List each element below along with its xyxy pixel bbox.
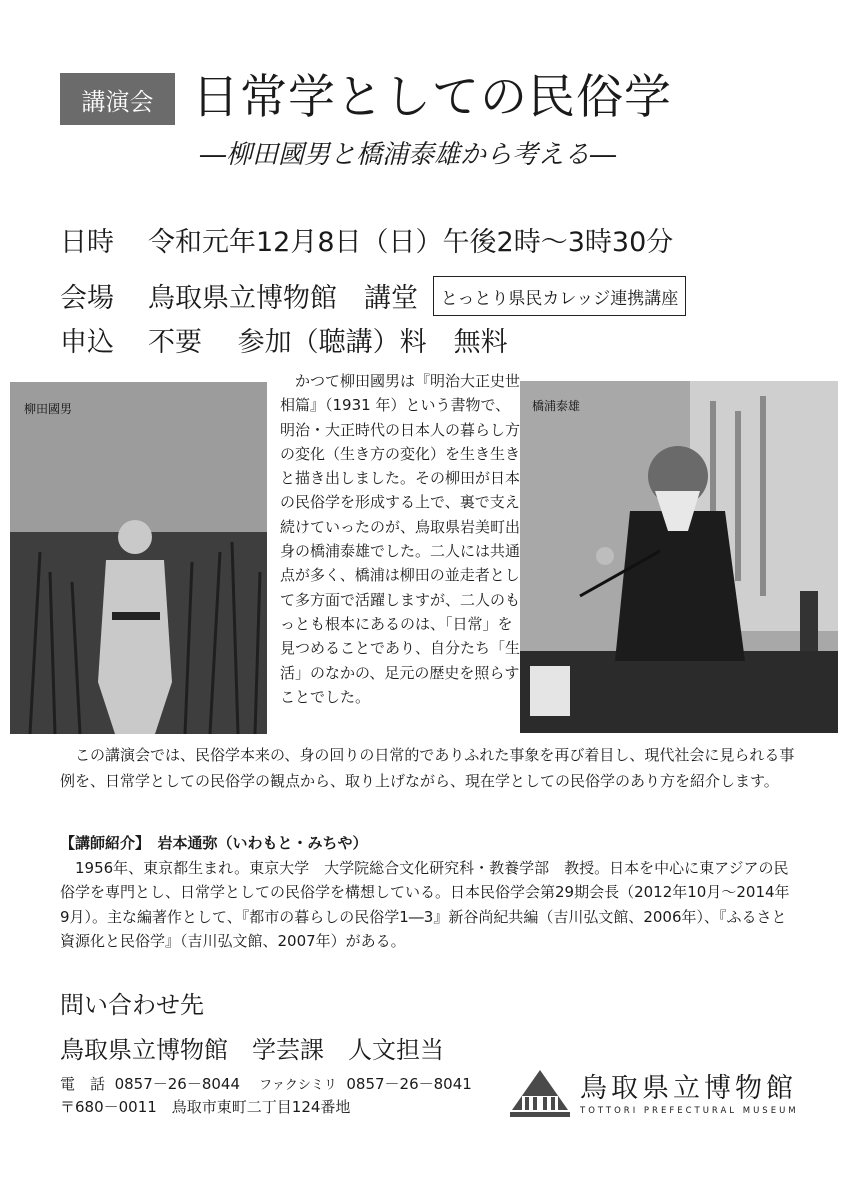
lecturer-section <box>60 831 795 954</box>
yanagita-photo-image <box>10 382 267 734</box>
lecturer-bio: 1956年、東京都生まれ。東京大学 大学院総合文化研究科・教養学部 教授。日本を中心に東アジアの民俗学を専門とし、日常学としての民俗学を構想している。日本民俗学会第29期会長（2012年10月～2014年9月）。主な編著作として、『都市の暮らしの民俗学1―3』新谷尚紀共編（吉川弘文館、2006年）、『ふるさと資源化と民俗学』（吉川弘文館、2007年）がある。 <box>60 858 790 950</box>
description <box>60 742 795 794</box>
intro-paragraph: かつて柳田國男は『明治大正史世相篇』（1931 年）という書物で、明治・大正時代の日本人の暮らし方の変化（生き方の変化）を生き生きと描き出しました。その柳田が日本の民俗学を形成する上で、裏で支え続けていったのが、鳥取県岩美町出身の橋浦泰雄でした。二人には共通点が多く、橋浦は柳田の並走者として多方面で活躍しますが、二人のもっとも根本にあるのは、「日常」を見つめることであり、自分たち「生活」のなかの、足元の歴史を照らすことでした。 <box>280 372 521 706</box>
lecturer-heading: 【講師紹介】 岩本通弥（いわもと・みちや） <box>60 834 368 852</box>
date-row <box>60 220 673 259</box>
contact-phone-line <box>60 1073 472 1094</box>
museum-building-icon <box>508 1066 572 1124</box>
museum-logo-name: 鳥取県立博物館 <box>580 1073 797 1104</box>
apply-value: 不要 参加（聴講）料 無料 <box>148 327 508 358</box>
contact-organization: 鳥取県立博物館 学芸課 人文担当 <box>60 1036 444 1064</box>
collab-badge: とっとり県民カレッジ連携講座 <box>433 276 686 316</box>
contact-address: 〒680－0011 鳥取市東町二丁目124番地 <box>60 1098 351 1116</box>
page-title: 日常学としての民俗学 <box>192 70 672 125</box>
hashiura-photo <box>520 381 838 733</box>
apply-row <box>60 320 508 359</box>
museum-logo-english: TOTTORI PREFECTURAL MUSEUM <box>580 1106 799 1116</box>
yanagita-photo <box>10 382 267 734</box>
apply-label: 申込 <box>60 327 114 358</box>
fax-label: ファクシミリ <box>259 1078 337 1093</box>
venue-row <box>60 276 418 315</box>
tel-number[interactable]: 0857－26－8044 <box>114 1075 240 1093</box>
tel-label: 電 話 <box>60 1075 106 1093</box>
fax-number: 0857－26－8041 <box>346 1075 472 1093</box>
venue-value: 鳥取県立博物館 講堂 <box>148 283 418 314</box>
date-label: 日時 <box>60 227 114 258</box>
museum-logo <box>508 1066 808 1124</box>
hashiura-caption: 橋浦泰雄 <box>532 399 581 413</box>
hashiura-photo-image <box>520 381 838 733</box>
description-paragraph: この講演会では、民俗学本来の、身の回りの日常的でありふれた事象を再び着目し、現代社会に見られる事例を、日常学としての民俗学の観点から、取り上げながら、現在学としての民俗学のあり方を紹介します。 <box>60 746 795 790</box>
event-type-tag: 講演会 <box>60 73 175 125</box>
contact-heading: 問い合わせ先 <box>60 991 204 1019</box>
intro-text <box>280 369 520 709</box>
yanagita-caption: 柳田國男 <box>24 402 73 416</box>
page-subtitle: ―柳田國男と橋浦泰雄から考える― <box>200 140 617 170</box>
date-value: 令和元年12月8日（日）午後2時～3時30分 <box>148 227 674 258</box>
venue-label: 会場 <box>60 283 114 314</box>
